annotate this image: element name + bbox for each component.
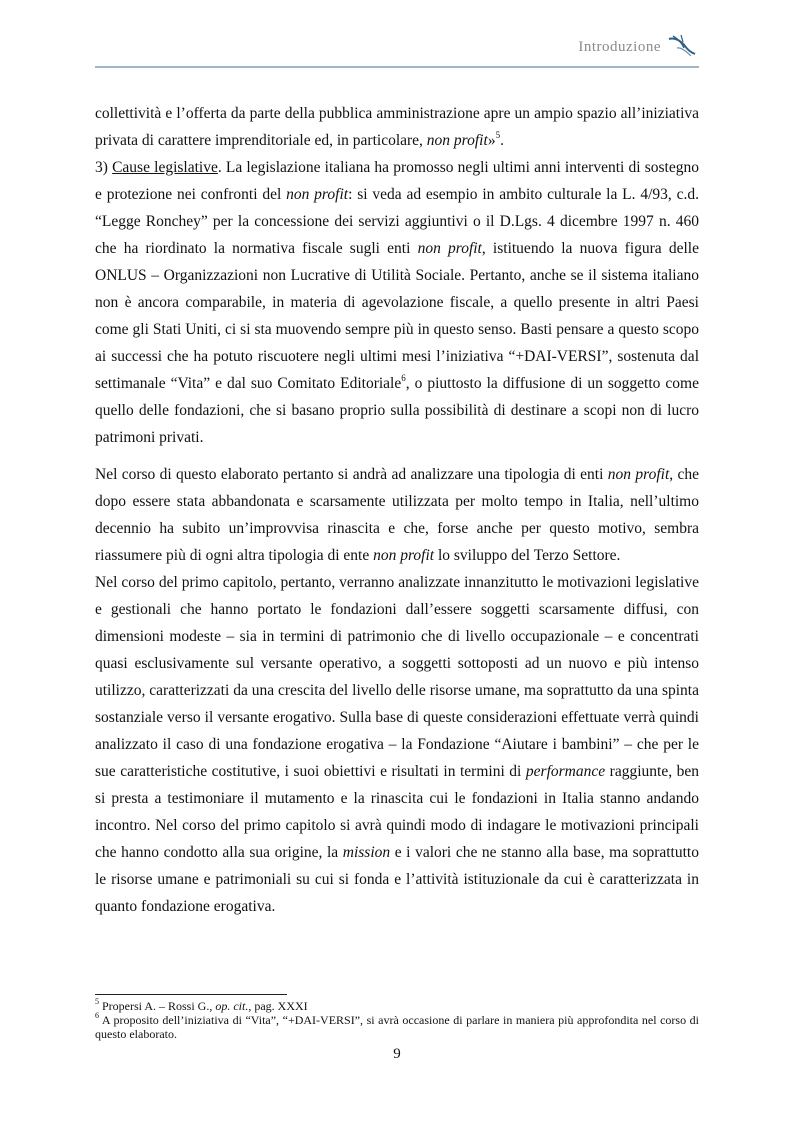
footnote-ref-5: 5: [495, 129, 501, 140]
footnote-ref-6: 6: [401, 372, 406, 383]
footnotes: [95, 999, 699, 1041]
section-heading: Cause legislative: [112, 159, 218, 176]
footnote-5: $^5$ Propersi A. – Rossi G., op. cit., pag. XXXI: [95, 997, 308, 1013]
paragraph-1: collettività e l’offerta da parte della pubblica amministrazione apre un ampio spazio all’iniziativa privata di carattere imprenditoriale ed, in particolare, non profit»$^5$.: [95, 105, 699, 149]
paragraph-2: 3) Cause legislative. La legislazione italiana ha promosso negli ultimi anni interventi di sostegno e protezione nei confronti del non profit: si veda ad esempio in ambito culturale la L. 4/93, c.d. “Legge Ronchey” per la concessione dei servizi aggiuntivi o il D.Lgs. 4 dicembre 1997 n. 460 che ha riordinato la normativa fiscale sugli enti non profit, istituendo la nuova figura delle ONLUS – Organizzazioni non Lucrative di Utilità Sociale. Pertanto, anche se il sistema italiano non è ancora comparabile, in materia di agevolazione fiscale, a quello presente in altri Paesi come gli Stati Uniti, ci si sta muovendo sempre più in questo senso. Basti pensare a questo scopo ai successi che ha potuto riscuotere negli ultimi mesi l’iniziativa “+DAI-VERSI”, sostenuta dal settimanale “Vita” e dal suo Comitato Editoriale$^6$, o piuttosto la diffusione di un soggetto come quello delle fondazioni, che si basano proprio sulla possibilità di destinare a scopi non di lucro patrimoni privati.: [95, 159, 699, 446]
paragraph-3: Nel corso di questo elaborato pertanto si andrà ad analizzare una tipologia di enti non profit, che dopo essere stata abbandonata e scarsamente utilizzata per molto tempo in Italia, nell’ultimo decennio ha subito un’improvvisa rinascita e che, forse anche per questo motivo, sembra riassumere più di ogni altra tipologia di ente non profit lo sviluppo del Terzo Settore.: [95, 466, 699, 564]
paragraph-4: Nel corso del primo capitolo, pertanto, verranno analizzate innanzitutto le motivazioni legislative e gestionali che hanno portato le fondazioni dall’essere soggetti scarsamente diffusi, con dimensioni modeste – sia in termini di patrimonio che di livello occupazionale – e concentrati quasi esclusivamente sul versante operativo, a soggetti sottoposti ad un nuovo e più intenso utilizzo, caratterizzati da una crescita del livello delle risorse umane, ma soprattutto da una spinta sostanziale verso il versante erogativo. Sulla base di queste considerazioni effettuate verrà quindi analizzato il caso di una fondazione erogativa – la Fondazione “Aiutare i bambini” – che per le sue caratteristiche costitutive, i suoi obiettivi e risultati in termini di performance raggiunte, ben si presta a testimoniare il mutamento e la rinascita cui le fondazioni in Italia stanno andando incontro. Nel corso del primo capitolo si avrà quindi modo di indagare le motivazioni principali che hanno condotto alla sua origine, la mission e i valori che ne stanno alla base, ma soprattutto le risorse umane e patrimoniali su cui si fonda e l’attività istituzionale da cui è caratterizzata in quanto fondazione erogativa.: [95, 574, 699, 915]
header-title: Introduzione: [578, 39, 661, 55]
bird-icon: [667, 33, 697, 59]
body-text: [95, 100, 699, 920]
page-number: 9: [393, 1046, 401, 1062]
header-rule: [95, 66, 699, 68]
footnote-6: $^6$ A proposito dell’iniziativa di “Vita”, “+DAI-VERSI”, si avrà occasione di parlare in maniera più approfondita nel corso di questo elaborato.: [95, 1011, 699, 1041]
footnote-rule: [95, 994, 287, 995]
page-header: [95, 30, 699, 66]
